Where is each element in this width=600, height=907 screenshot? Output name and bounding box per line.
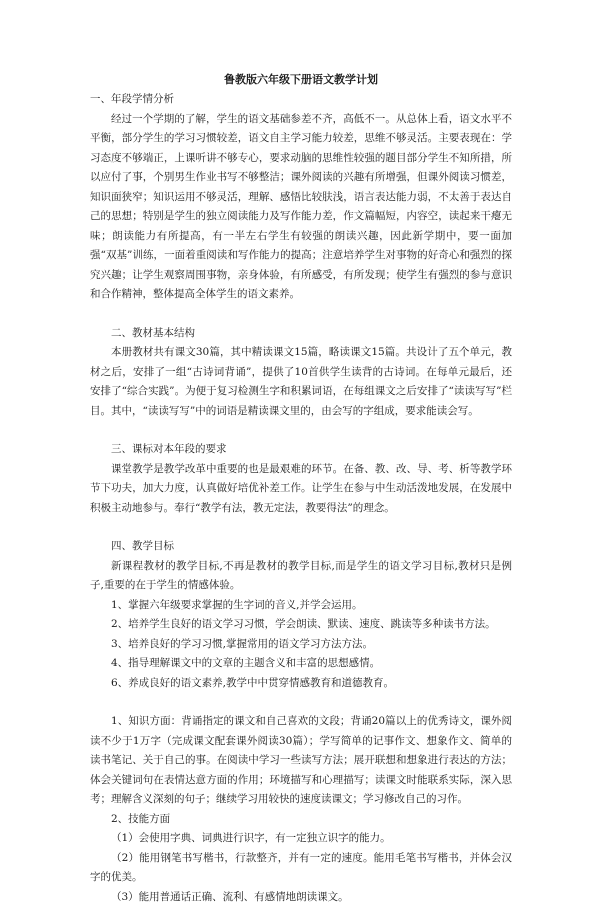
- textbook-structure-paragraph: 本册教材共有课文30篇，其中精读课文15篇，略读课文15篇。共设计了五个单元，教材之后，安排了一组“古诗词背诵”，提供了10首供学生读背的古诗词。在每单元最后，还安排了“综合实践”。为便于复习检测生字和积累词语，在每组课文之后安排了“读读写写”栏目。其中，“读读写写”中的词语是精读课文里的，由会写的字组成，要求能读会写。: [90, 343, 512, 421]
- document-title: 鲁教版六年级下册语文教学计划: [90, 72, 512, 88]
- section-gap: [90, 305, 512, 324]
- skill-item: （3）能用普通话正确、流利、有感情地朗读课文。: [90, 888, 512, 907]
- goal-item: 6、养成良好的语文素养,教学中中贯穿情感教育和道德教育。: [90, 674, 512, 694]
- section-gap: [90, 421, 512, 440]
- goal-item: 1、掌握六年级要求掌握的生字词的音义,并学会运用。: [90, 596, 512, 616]
- section-heading-curriculum-requirements: 三、课标对本年段的要求: [90, 440, 512, 460]
- section-heading-learning-analysis: 一、年段学情分析: [90, 90, 512, 110]
- learning-analysis-paragraph: 经过一个学期的了解，学生的语文基础参差不齐，高低不一。从总体上看，语文水平不平衡，部分学生的学习习惯较差，语文自主学习能力较差，思维不够灵活。主要表现在：学习态度不够端正，上课听讲不够专心，要求动脑的思维性较强的题目部分学生不知所措，所以应付了事，个别男生作业书写不够整洁；课外阅读的兴趣有所增强，但课外阅读习惯差，知识面狭窄；知识运用不够灵活，理解、感悟比较肤浅，语言表达能力弱，不太善于表达自己的思想；特别是学生的独立阅读能力及写作能力差，作文篇幅短，内容空，读起来干瘪无味；朗读能力有所提高，有一半左右学生有较强的朗读兴趣，因此新学期中，要一面加强“双基”训练，一面着重阅读和写作能力的提高；注意培养学生对事物的好奇心和强烈的探究兴趣；让学生观察周围事物，亲身体验，有所感受，有所发现；使学生有强烈的参与意识和合作精神，整体提高全体学生的语文素养。: [90, 110, 512, 305]
- teaching-goals-intro: 新课程教材的教学目标,不再是教材的教学目标,而是学生的语文学习目标,教材只是例子,重要的在于学生的情感体验。: [90, 557, 512, 596]
- goal-item: 3、培养良好的学习习惯,掌握常用的语文学习方法方法。: [90, 635, 512, 655]
- knowledge-paragraph: 1、知识方面：背诵指定的课文和自己喜欢的文段；背诵20篇以上的优秀诗文，课外阅读不少于1万字（完成课文配套课外阅读30篇）；学写简单的记事作文、想象作文、简单的读书笔记、关于自己的事。在阅读中学习一些读写方法；展开联想和想象进行表达的方法；体会关键词句在表情达意方面的作用；环境描写和心理描写；读课文时能联系实际，深入思考；理解含义深刻的句子；继续学习用较快的速度读课文；学习修改自己的习作。: [90, 712, 512, 810]
- goal-item: 4、指导理解课文中的文章的主题含义和丰富的思想感情。: [90, 654, 512, 674]
- section-heading-teaching-goals: 四、教学目标: [90, 537, 512, 557]
- skill-item: （1）会使用字典、词典进行识字，有一定独立识字的能力。: [90, 829, 512, 849]
- section-gap: [90, 518, 512, 537]
- section-heading-textbook-structure: 二、教材基本结构: [90, 324, 512, 344]
- skill-item: （2）能用钢笔书写楷书，行款整齐，并有一定的速度。能用毛笔书写楷书，并体会汉字的优美。: [90, 849, 512, 888]
- skills-heading: 2、技能方面: [90, 810, 512, 830]
- section-gap: [90, 693, 512, 712]
- goal-item: 2、培养学生良好的语文学习习惯，学会朗读、默读、速度、跳读等多种读书方法。: [90, 615, 512, 635]
- curriculum-requirements-paragraph: 课堂教学是教学改革中重要的也是最艰难的环节。在备、教、改、导、考、析等教学环节下功夫，加大力度，认真做好培优补差工作。让学生在参与中生动活泼地发展，在发展中积极主动地参与。奉行“教学有法，教无定法，教要得法”的理念。: [90, 460, 512, 519]
